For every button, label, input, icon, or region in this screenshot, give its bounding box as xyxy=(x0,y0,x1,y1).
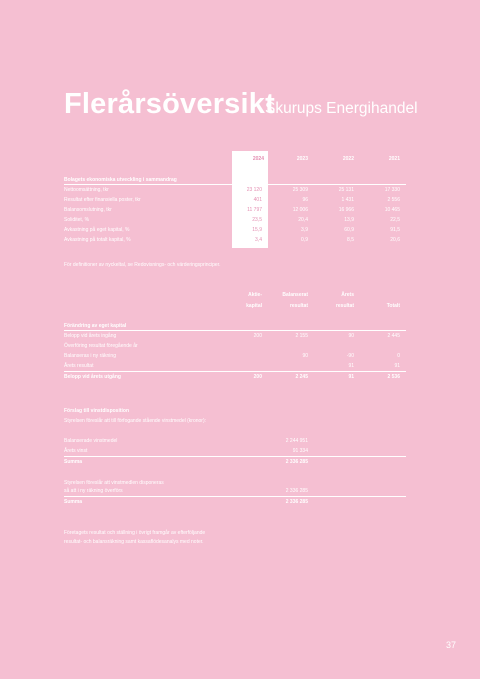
equity-value: 2 155 xyxy=(295,333,308,339)
equity-value: 90 xyxy=(348,333,354,339)
kpi-value-2022: 25 131 xyxy=(338,187,354,193)
allocation-row-value: 2 244 951 xyxy=(285,438,308,444)
section-title-development: Bolagets ekonomiska utveckling i sammandrag xyxy=(64,177,177,183)
kpi-value-2021: 20,6 xyxy=(390,237,400,243)
equity-value: 90 xyxy=(302,353,308,359)
equity-row-label: Överföring resultat föregående år xyxy=(64,343,138,349)
kpi-value-2021: 10 465 xyxy=(384,207,400,213)
equity-col-header: Årets xyxy=(341,292,354,298)
kpi-value-2024: 15,9 xyxy=(252,227,262,233)
allocation-sum-value: 2 336 285 xyxy=(285,499,308,505)
allocation-row-label: Balanserade vinstmedel xyxy=(64,438,118,444)
equity-value: 2 445 xyxy=(387,333,400,339)
year-header-2022: 2022 xyxy=(342,156,354,162)
kpi-value-2021: 22,5 xyxy=(390,217,400,223)
equity-col-header: resultat xyxy=(289,303,308,309)
equity-total-value: 91 xyxy=(348,374,354,380)
kpi-label: Avkastning på totalt kapital, % xyxy=(64,237,131,243)
kpi-label: Balansomslutning, tkr xyxy=(64,207,112,213)
equity-col-header: Balanserat xyxy=(282,292,308,298)
equity-col-header: kapital xyxy=(246,303,262,309)
page-subtitle: Skurups Energihandel xyxy=(265,100,418,117)
equity-total-value: 2 536 xyxy=(387,374,400,380)
closing-text: resultat- och balansräkning samt kassaflödesanalys med noter. xyxy=(64,539,204,545)
kpi-value-2022: 1 431 xyxy=(341,197,354,203)
kpi-label: Avkastning på eget kapital, % xyxy=(64,227,130,233)
divider xyxy=(64,496,406,497)
allocation-sum-label: Summa xyxy=(64,499,83,505)
equity-col-header: resultat xyxy=(335,303,354,309)
kpi-value-2021: 91,5 xyxy=(390,227,400,233)
kpi-label: Nettoomsättning, tkr xyxy=(64,187,109,193)
equity-value: 200 xyxy=(253,333,262,339)
allocation-sum-label: Summa xyxy=(64,459,83,465)
equity-total-value: 2 245 xyxy=(295,374,308,380)
year-header-2024: 2024 xyxy=(252,156,264,162)
allocation-proposal-text: Styrelsen föreslår att vinstmedlen disponeras xyxy=(64,480,164,486)
divider xyxy=(64,456,406,457)
year-header-2021: 2021 xyxy=(388,156,400,162)
kpi-value-2023: 20,4 xyxy=(298,217,308,223)
equity-total-value: 200 xyxy=(253,374,262,380)
divider xyxy=(64,371,406,372)
section-title-equity: Förändring av eget kapital xyxy=(64,323,127,329)
divider xyxy=(64,330,406,331)
allocation-row-label: Årets vinst xyxy=(64,448,88,454)
kpi-value-2022: 8,5 xyxy=(347,237,354,243)
equity-value: 91 xyxy=(394,363,400,369)
equity-col-header: Aktie- xyxy=(248,292,262,298)
kpi-value-2023: 96 xyxy=(302,197,308,203)
equity-value: 0 xyxy=(397,353,400,359)
kpi-value-2024: 11 797 xyxy=(247,207,262,213)
page-title: Flerårsöversikt xyxy=(64,88,275,120)
equity-value: -90 xyxy=(346,353,354,359)
kpi-value-2023: 0,9 xyxy=(301,237,308,243)
kpi-value-2023: 25 309 xyxy=(292,187,308,193)
closing-text: Företagets resultat och ställning i övrigt framgår av efterföljande xyxy=(64,530,206,536)
kpi-value-2022: 16 966 xyxy=(338,207,354,213)
kpi-value-2024: 23,5 xyxy=(252,217,262,223)
equity-total-label: Belopp vid årets utgång xyxy=(64,374,121,380)
kpi-value-2024: 3,4 xyxy=(255,237,262,243)
allocation-row-value: 91 334 xyxy=(292,448,308,454)
divider xyxy=(64,184,406,185)
allocation-sum-value: 2 336 285 xyxy=(285,459,308,465)
kpi-value-2022: 60,9 xyxy=(344,227,354,233)
equity-row-label: Årets resultat xyxy=(64,363,94,369)
section-title-allocation: Förslag till vinstdisposition xyxy=(64,408,130,414)
footnote: För definitioner av nyckeltal, se Redovisnings- och värderingsprinciper. xyxy=(64,262,221,268)
kpi-value-2022: 13,9 xyxy=(344,217,354,223)
year-header-2023: 2023 xyxy=(296,156,308,162)
allocation-proposal-value: 2 336 285 xyxy=(285,488,308,494)
equity-value: 91 xyxy=(348,363,354,369)
kpi-value-2024: 401 xyxy=(253,197,262,203)
equity-col-header: Totalt xyxy=(386,303,400,309)
kpi-label: Soliditet, % xyxy=(64,217,90,223)
kpi-value-2023: 12 006 xyxy=(292,207,308,213)
allocation-intro: Styrelsen föreslår att till förfogande stående vinstmedel (kronor): xyxy=(64,418,207,424)
page-number: 37 xyxy=(445,640,456,650)
kpi-value-2021: 2 556 xyxy=(387,197,400,203)
equity-row-label: Belopp vid årets ingång xyxy=(64,333,117,339)
kpi-value-2024: 23 120 xyxy=(246,187,262,193)
kpi-label: Resultat efter finansiella poster, tkr xyxy=(64,197,141,203)
allocation-proposal-text: så att i ny räkning överförs xyxy=(64,488,123,494)
kpi-value-2021: 17 330 xyxy=(384,187,400,193)
kpi-value-2023: 3,9 xyxy=(301,227,308,233)
equity-row-label: Balanseras i ny räkning xyxy=(64,353,116,359)
